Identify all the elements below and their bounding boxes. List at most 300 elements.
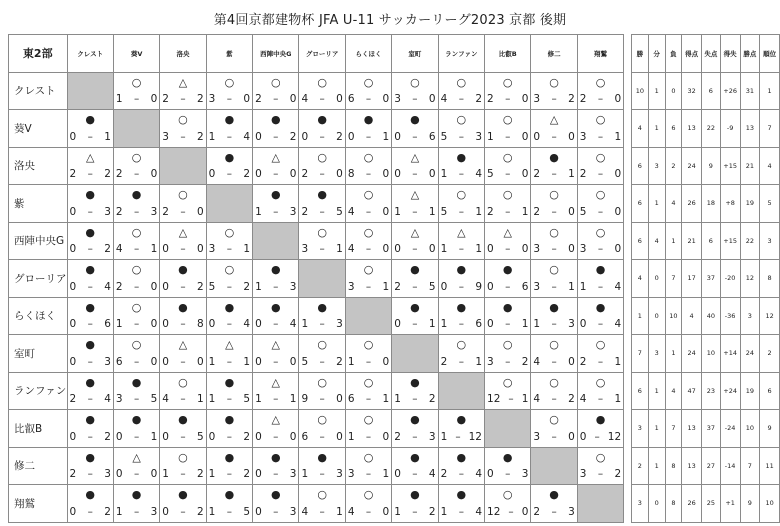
result-cell bbox=[113, 410, 159, 448]
match-score bbox=[441, 318, 482, 330]
match-score bbox=[209, 93, 250, 105]
stat-cell: 8 bbox=[665, 485, 682, 523]
score-against: 5 bbox=[336, 205, 343, 218]
table-row bbox=[9, 410, 780, 448]
score-against: 0 bbox=[289, 355, 297, 368]
score-dash: – bbox=[87, 393, 93, 405]
result-cell bbox=[485, 222, 531, 260]
score-against: 3 bbox=[104, 205, 111, 218]
score-dash: – bbox=[180, 243, 186, 255]
score-for: 1 bbox=[115, 505, 123, 518]
result-cell bbox=[577, 72, 623, 110]
score-against: 1 bbox=[475, 243, 482, 255]
match-score bbox=[487, 93, 528, 105]
score-dash: – bbox=[226, 318, 232, 330]
score-against: 3 bbox=[336, 318, 343, 330]
match-score bbox=[580, 93, 621, 105]
rank-cell: 12 bbox=[760, 297, 780, 335]
score-for: 0 bbox=[69, 280, 77, 293]
result-cell bbox=[577, 147, 623, 185]
result-cell bbox=[113, 335, 159, 373]
match-score bbox=[394, 206, 435, 218]
score-dash: – bbox=[458, 168, 464, 180]
score-against: 0 bbox=[428, 93, 436, 105]
score-dash: – bbox=[319, 430, 325, 443]
score-against: 1 bbox=[382, 468, 390, 480]
score-dash: – bbox=[226, 168, 232, 180]
score-for: 2 bbox=[440, 468, 448, 480]
result-symbol: ○ bbox=[502, 375, 513, 389]
match-score bbox=[70, 131, 111, 143]
result-cell bbox=[345, 335, 391, 373]
score-dash: – bbox=[226, 430, 232, 443]
score-dash: – bbox=[597, 168, 604, 180]
match-score bbox=[209, 168, 250, 180]
score-dash: – bbox=[226, 243, 232, 255]
score-dash: – bbox=[273, 468, 279, 480]
match-score bbox=[441, 93, 482, 105]
page-title: 第4回京都建物杯 JFA U-11 サッカーリーグ2023 京都 後期 bbox=[213, 13, 567, 28]
column-header-team: 修二 bbox=[531, 35, 577, 73]
score-dash: – bbox=[273, 505, 279, 518]
result-symbol: ○ bbox=[363, 338, 374, 351]
match-score bbox=[487, 168, 528, 180]
match-score bbox=[301, 393, 342, 405]
table-row bbox=[9, 222, 780, 260]
result-cell bbox=[392, 72, 438, 110]
score-for: 0 bbox=[69, 505, 77, 518]
score-for: 4 bbox=[347, 205, 355, 218]
match-score bbox=[116, 93, 157, 105]
score-dash: – bbox=[458, 130, 464, 143]
column-header-team: クレスト bbox=[67, 35, 113, 73]
score-for: 1 bbox=[208, 505, 216, 518]
score-for: 0 bbox=[440, 280, 448, 293]
result-cell bbox=[345, 147, 391, 185]
match-score bbox=[580, 393, 621, 405]
result-symbol: ○ bbox=[363, 488, 374, 501]
score-against: 1 bbox=[382, 280, 390, 293]
rank-cell: 10 bbox=[760, 485, 780, 523]
score-for: 2 bbox=[162, 205, 169, 218]
result-cell bbox=[485, 72, 531, 110]
result-cell bbox=[299, 147, 345, 185]
score-against: 1 bbox=[614, 355, 622, 368]
stat-header: 分 bbox=[648, 35, 665, 73]
score-against: 2 bbox=[289, 130, 297, 143]
result-symbol: ○ bbox=[502, 75, 513, 89]
match-score bbox=[255, 206, 296, 218]
score-against: 1 bbox=[614, 393, 622, 405]
score-against: 1 bbox=[568, 280, 575, 293]
stat-cell: +14 bbox=[720, 335, 740, 373]
score-dash: – bbox=[133, 243, 140, 255]
score-against: 1 bbox=[243, 243, 251, 255]
score-for: 2 bbox=[533, 168, 541, 180]
result-symbol: ○ bbox=[317, 413, 327, 426]
stat-cell: 4 bbox=[631, 260, 648, 298]
score-for: 0 bbox=[255, 468, 262, 480]
result-symbol: ○ bbox=[595, 338, 606, 351]
self-match-cell bbox=[253, 222, 299, 260]
result-symbol: ● bbox=[502, 300, 513, 314]
score-against: 0 bbox=[521, 168, 529, 180]
match-score bbox=[580, 468, 621, 480]
stat-cell: 6 bbox=[631, 185, 648, 223]
score-against: 0 bbox=[428, 168, 436, 180]
result-symbol: ○ bbox=[363, 263, 374, 276]
result-symbol: ○ bbox=[502, 338, 513, 351]
match-score bbox=[162, 206, 203, 218]
match-score bbox=[301, 131, 342, 143]
result-symbol: ○ bbox=[595, 75, 606, 89]
result-symbol: ○ bbox=[549, 188, 559, 201]
score-for: 3 bbox=[579, 243, 587, 255]
score-against: 1 bbox=[475, 355, 482, 368]
result-cell bbox=[299, 410, 345, 448]
match-score bbox=[441, 206, 482, 218]
match-score bbox=[70, 356, 111, 368]
score-dash: – bbox=[180, 355, 186, 368]
result-symbol: ○ bbox=[595, 450, 606, 464]
score-for: 3 bbox=[347, 468, 355, 480]
match-score bbox=[533, 506, 574, 518]
result-cell bbox=[113, 372, 159, 410]
self-match-cell bbox=[113, 110, 159, 148]
score-for: 1 bbox=[301, 468, 309, 480]
match-score bbox=[209, 281, 250, 293]
result-cell bbox=[206, 110, 252, 148]
result-symbol: ● bbox=[456, 150, 467, 164]
self-match-cell bbox=[392, 335, 438, 373]
league-table bbox=[8, 34, 780, 523]
score-against: 0 bbox=[382, 205, 390, 218]
result-cell bbox=[253, 335, 299, 373]
stat-cell: 22 bbox=[701, 110, 720, 148]
score-dash: – bbox=[551, 93, 557, 105]
score-for: 0 bbox=[255, 318, 262, 330]
stat-cell: 1 bbox=[648, 372, 665, 410]
result-cell bbox=[113, 147, 159, 185]
score-against: 0 bbox=[150, 355, 158, 368]
result-symbol: ● bbox=[131, 488, 142, 501]
match-score bbox=[209, 131, 250, 143]
result-cell bbox=[392, 110, 438, 148]
stat-cell: 19 bbox=[740, 372, 760, 410]
match-score bbox=[533, 243, 574, 255]
match-score bbox=[70, 318, 111, 330]
match-score bbox=[487, 468, 528, 480]
match-score bbox=[116, 206, 157, 218]
stat-cell: 9 bbox=[740, 485, 760, 523]
score-against: 2 bbox=[475, 93, 482, 105]
score-for: 1 bbox=[440, 318, 448, 330]
score-against: 2 bbox=[428, 393, 436, 405]
score-against: 2 bbox=[243, 430, 251, 443]
score-dash: – bbox=[180, 205, 186, 218]
score-against: 0 bbox=[336, 393, 343, 405]
score-dash: – bbox=[365, 393, 372, 405]
result-symbol: ○ bbox=[595, 113, 606, 126]
result-cell bbox=[299, 110, 345, 148]
score-for: 0 bbox=[347, 130, 355, 143]
stat-cell: 0 bbox=[665, 72, 682, 110]
result-cell bbox=[438, 110, 484, 148]
result-symbol: ○ bbox=[363, 75, 374, 89]
result-cell bbox=[345, 110, 391, 148]
column-separator bbox=[624, 222, 632, 260]
result-symbol: ● bbox=[410, 113, 420, 126]
rank-cell: 1 bbox=[760, 72, 780, 110]
score-against: 12 bbox=[468, 430, 482, 443]
stat-header: 得失 bbox=[720, 35, 740, 73]
score-dash: – bbox=[458, 468, 464, 480]
score-dash: – bbox=[412, 93, 418, 105]
match-score bbox=[209, 243, 250, 255]
result-symbol: ○ bbox=[456, 113, 467, 126]
score-against: 2 bbox=[428, 505, 436, 518]
score-for: 0 bbox=[487, 318, 494, 330]
score-dash: – bbox=[319, 355, 325, 368]
score-against: 4 bbox=[475, 505, 482, 518]
score-for: 0 bbox=[69, 205, 77, 218]
result-symbol: ○ bbox=[224, 225, 235, 239]
result-symbol: ● bbox=[410, 488, 420, 501]
result-symbol: △ bbox=[178, 75, 188, 89]
score-for: 2 bbox=[579, 168, 587, 180]
result-symbol: ● bbox=[224, 150, 235, 164]
score-against: 0 bbox=[150, 280, 158, 293]
score-dash: – bbox=[319, 93, 325, 105]
score-against: 3 bbox=[150, 205, 158, 218]
result-symbol: ● bbox=[456, 263, 467, 276]
result-cell bbox=[67, 222, 113, 260]
row-header-team: ランファン bbox=[9, 372, 68, 410]
score-against: 0 bbox=[568, 355, 575, 368]
stat-cell: 1 bbox=[665, 222, 682, 260]
score-against: 0 bbox=[289, 93, 297, 105]
match-score bbox=[301, 506, 342, 518]
score-for: 2 bbox=[301, 205, 309, 218]
score-against: 2 bbox=[568, 393, 575, 405]
result-symbol: ● bbox=[85, 263, 95, 276]
score-dash: – bbox=[87, 468, 93, 480]
score-for: 4 bbox=[301, 93, 309, 105]
score-dash: – bbox=[319, 468, 325, 480]
result-symbol: ○ bbox=[224, 263, 235, 276]
result-cell bbox=[67, 260, 113, 298]
score-against: 0 bbox=[521, 130, 529, 143]
score-dash: – bbox=[365, 280, 372, 293]
result-cell bbox=[345, 410, 391, 448]
stat-cell: 6 bbox=[631, 372, 648, 410]
result-cell bbox=[345, 72, 391, 110]
match-score bbox=[301, 318, 342, 330]
result-symbol: ○ bbox=[456, 338, 467, 351]
result-symbol: △ bbox=[225, 338, 234, 351]
stat-cell: 13 bbox=[682, 447, 702, 485]
score-against: 0 bbox=[196, 243, 204, 255]
score-dash: – bbox=[505, 355, 511, 368]
match-score bbox=[70, 431, 111, 443]
score-for: 2 bbox=[394, 280, 401, 293]
result-symbol: ○ bbox=[363, 150, 374, 164]
result-cell bbox=[253, 447, 299, 485]
column-separator bbox=[624, 335, 632, 373]
stat-cell: +1 bbox=[720, 485, 740, 523]
score-against: 2 bbox=[243, 468, 251, 480]
score-dash: – bbox=[180, 430, 186, 443]
result-cell bbox=[485, 147, 531, 185]
score-against: 1 bbox=[382, 130, 390, 143]
result-cell bbox=[345, 447, 391, 485]
match-score bbox=[162, 506, 203, 518]
score-for: 0 bbox=[162, 318, 169, 330]
result-symbol: ○ bbox=[317, 375, 327, 389]
result-cell bbox=[299, 72, 345, 110]
result-cell bbox=[206, 335, 252, 373]
score-dash: – bbox=[551, 318, 557, 330]
result-symbol: ○ bbox=[270, 75, 281, 89]
match-score bbox=[255, 131, 296, 143]
result-cell bbox=[577, 110, 623, 148]
result-symbol: ● bbox=[410, 450, 420, 464]
score-against: 5 bbox=[428, 280, 436, 293]
score-against: 1 bbox=[475, 205, 482, 218]
score-dash: – bbox=[365, 130, 372, 143]
score-for: 3 bbox=[208, 93, 216, 105]
score-for: 0 bbox=[487, 468, 494, 480]
result-cell bbox=[67, 185, 113, 223]
score-dash: – bbox=[180, 393, 186, 405]
result-symbol: ● bbox=[224, 488, 235, 501]
result-cell bbox=[345, 185, 391, 223]
score-against: 2 bbox=[521, 355, 529, 368]
result-symbol: ● bbox=[270, 488, 281, 501]
score-dash: – bbox=[455, 430, 461, 443]
match-score bbox=[116, 281, 157, 293]
result-symbol: △ bbox=[410, 150, 420, 164]
match-score bbox=[487, 318, 528, 330]
column-header-team: ランファン bbox=[438, 35, 484, 73]
result-cell bbox=[67, 110, 113, 148]
score-dash: – bbox=[412, 243, 418, 255]
table-row bbox=[9, 147, 780, 185]
match-score bbox=[255, 393, 296, 405]
score-against: 4 bbox=[243, 130, 251, 143]
column-header-team: 紫 bbox=[206, 35, 252, 73]
score-for: 2 bbox=[115, 280, 123, 293]
row-header-team: 紫 bbox=[9, 185, 68, 223]
result-symbol: △ bbox=[549, 113, 559, 126]
score-against: 9 bbox=[475, 280, 482, 293]
score-dash: – bbox=[180, 130, 186, 143]
stat-cell: 3 bbox=[631, 485, 648, 523]
score-against: 0 bbox=[196, 205, 204, 218]
result-symbol: ○ bbox=[549, 263, 559, 276]
stat-cell: 4 bbox=[631, 110, 648, 148]
result-symbol: ○ bbox=[595, 225, 606, 239]
result-symbol: ● bbox=[595, 413, 606, 426]
score-against: 6 bbox=[428, 130, 436, 143]
score-dash: – bbox=[319, 505, 325, 518]
score-dash: – bbox=[365, 468, 372, 480]
match-score bbox=[487, 243, 528, 255]
result-symbol: ● bbox=[131, 375, 142, 389]
score-for: 0 bbox=[162, 505, 169, 518]
match-score bbox=[394, 243, 435, 255]
result-symbol: ● bbox=[85, 188, 95, 201]
score-for: 2 bbox=[115, 168, 123, 180]
result-cell bbox=[67, 372, 113, 410]
score-against: 0 bbox=[150, 468, 158, 480]
result-symbol: ○ bbox=[549, 225, 559, 239]
score-against: 2 bbox=[614, 468, 622, 480]
stat-cell: 10 bbox=[701, 335, 720, 373]
result-symbol: ○ bbox=[502, 150, 513, 164]
score-for: 12 bbox=[487, 505, 501, 518]
score-for: 5 bbox=[301, 355, 309, 368]
result-cell bbox=[577, 260, 623, 298]
result-cell bbox=[345, 372, 391, 410]
score-dash: – bbox=[458, 205, 464, 218]
result-symbol: ● bbox=[456, 300, 467, 314]
score-for: 0 bbox=[115, 468, 123, 480]
score-for: 0 bbox=[255, 355, 262, 368]
self-match-cell bbox=[299, 260, 345, 298]
stat-header: 負 bbox=[665, 35, 682, 73]
score-against: 1 bbox=[243, 355, 251, 368]
result-symbol: ○ bbox=[549, 338, 559, 351]
score-against: 0 bbox=[150, 168, 158, 180]
score-for: 9 bbox=[301, 393, 309, 405]
score-for: 1 bbox=[208, 130, 216, 143]
score-for: 2 bbox=[115, 205, 123, 218]
result-symbol: ● bbox=[224, 113, 235, 126]
result-cell bbox=[392, 222, 438, 260]
score-against: 0 bbox=[382, 93, 390, 105]
score-for: 3 bbox=[579, 130, 587, 143]
score-for: 3 bbox=[533, 93, 541, 105]
match-score bbox=[348, 168, 389, 180]
result-symbol: ● bbox=[456, 413, 467, 426]
result-symbol: ● bbox=[317, 188, 327, 201]
stat-cell: 3 bbox=[648, 335, 665, 373]
result-symbol: ● bbox=[224, 450, 235, 464]
score-dash: – bbox=[597, 130, 604, 143]
stat-cell: 4 bbox=[665, 185, 682, 223]
match-score bbox=[580, 281, 621, 293]
result-symbol: ● bbox=[85, 450, 95, 464]
result-cell bbox=[67, 147, 113, 185]
score-dash: – bbox=[87, 243, 93, 255]
score-dash: – bbox=[180, 93, 186, 105]
score-for: 2 bbox=[255, 93, 262, 105]
result-symbol: ● bbox=[85, 488, 95, 501]
match-score bbox=[116, 243, 157, 255]
stat-header: 順位 bbox=[760, 35, 780, 73]
match-score bbox=[70, 281, 111, 293]
score-dash: – bbox=[226, 93, 232, 105]
score-dash: – bbox=[133, 393, 140, 405]
score-against: 12 bbox=[607, 430, 622, 443]
table-row bbox=[9, 260, 780, 298]
score-for: 1 bbox=[255, 205, 262, 218]
score-against: 0 bbox=[568, 430, 575, 443]
column-separator bbox=[624, 297, 632, 335]
score-for: 0 bbox=[255, 505, 262, 518]
result-symbol: ○ bbox=[317, 150, 327, 164]
